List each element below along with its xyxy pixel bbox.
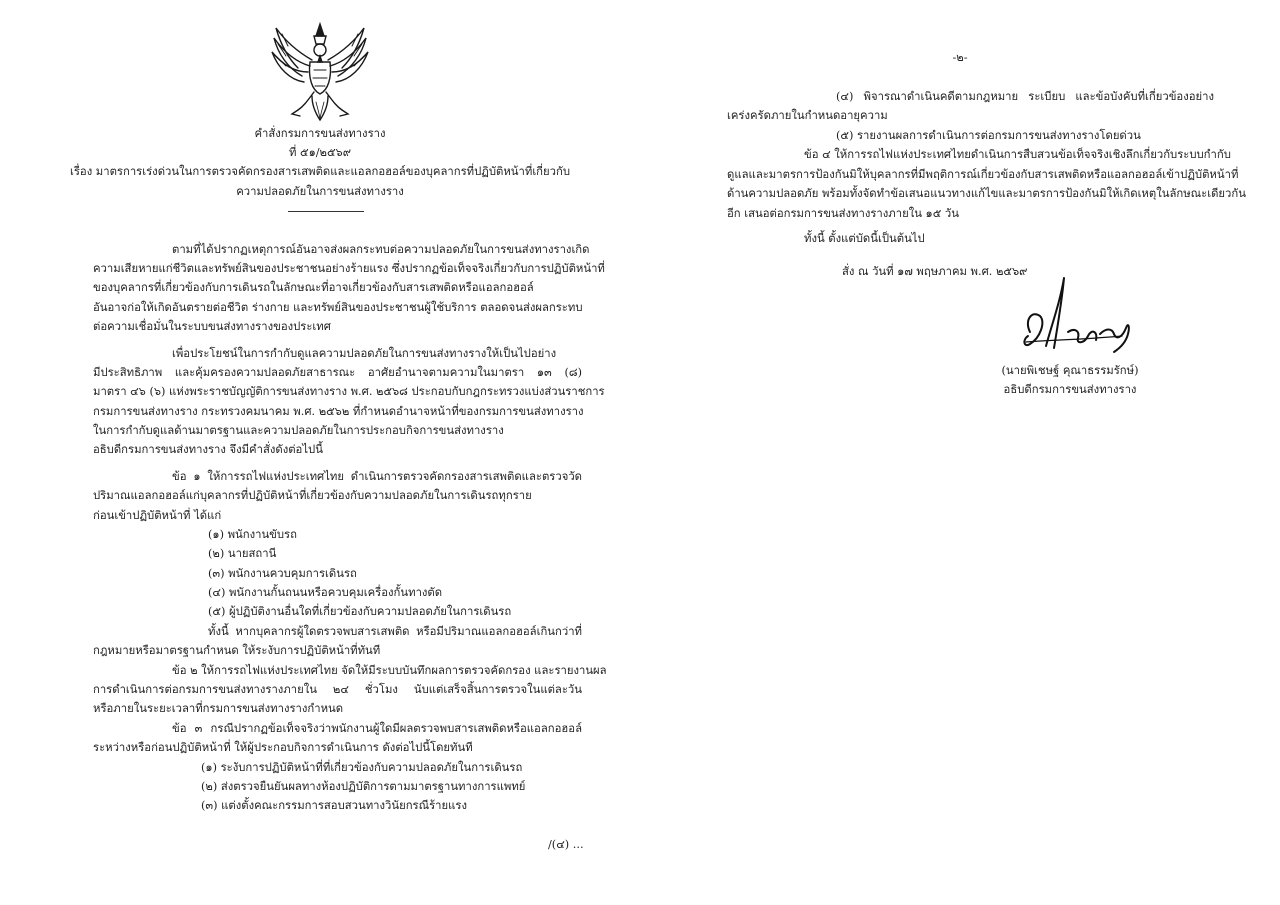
paragraph-line: หรือภายในระยะเวลาที่กรมการขนส่งทางรางกำหนด — [93, 702, 344, 715]
paragraph-line: ข้อ ๔ ให้การรถไฟแห่งประเทศไทยดำเนินการสืบสวนข้อเท็จจริงเชิงลึกเกี่ยวกับระบบกำกับ — [804, 148, 1231, 161]
list-item: (๒) นายสถานี — [208, 547, 277, 560]
list-item: (๔) พิจารณาดำเนินคดีตามกฎหมาย ระเบียบ และข้อบังคับที่เกี่ยวข้องอย่าง — [836, 90, 1214, 103]
list-item: (๓) แต่งตั้งคณะกรรมการสอบสวนทางวินัยกรณีร้ายแรง — [201, 799, 467, 812]
order-title: คำสั่งกรมการขนส่งทางราง — [254, 127, 386, 140]
title-divider — [288, 211, 364, 212]
paragraph-line: กฎหมายหรือมาตรฐานกำหนด ให้ระงับการปฏิบัติหน้าที่ทันที — [93, 644, 381, 657]
list-item: (๕) ผู้ปฏิบัติงานอื่นใดที่เกี่ยวข้องกับความปลอดภัยในการเดินรถ — [208, 605, 512, 618]
list-item: (๑) ระงับการปฏิบัติหน้าที่ที่เกี่ยวข้องกับความปลอดภัยในการเดินรถ — [201, 761, 523, 774]
order-subject-line-2: ความปลอดภัยในการขนส่งทางราง — [236, 185, 404, 198]
paragraph-line: เคร่งครัดภายในกำหนดอายุความ — [727, 109, 888, 122]
paragraph-line: ด้านความปลอดภัย พร้อมทั้งจัดทำข้อเสนอแนวทางแก้ไขและมาตรการป้องกันมิให้เกิดเหตุในลักษณะเดียวกัน — [727, 187, 1246, 200]
paragraph-line: ดูแลและมาตรการป้องกันมิให้บุคลากรที่มีพฤติการณ์เกี่ยวข้องกับสารเสพติดหรือแอลกอฮอล์เข้าปฏิบัติหน้าที่ — [727, 168, 1239, 181]
paragraph-line: ระหว่างหรือก่อนปฏิบัติหน้าที่ ให้ผู้ประกอบกิจการดำเนินการ ดังต่อไปนี้โดยทันที — [93, 741, 473, 754]
paragraph-line: ก่อนเข้าปฏิบัติหน้าที่ ได้แก่ — [93, 509, 222, 522]
document-page-2 — [640, 0, 1280, 905]
paragraph-line: ปริมาณแอลกอฮอล์แก่บุคลากรที่ปฏิบัติหน้าที่เกี่ยวข้องกับความปลอดภัยในการเดินรถทุกราย — [93, 489, 532, 502]
paragraph-line: อธิบดีกรมการขนส่งทางราง จึงมีคำสั่งดังต่อไปนี้ — [93, 443, 323, 456]
order-number: ที่ ๕๑/๒๕๖๙ — [288, 146, 351, 159]
paragraph-line: ต่อความเชื่อมั่นในระบบขนส่งทางรางของประเทศ — [93, 320, 331, 333]
order-date: สั่ง ณ วันที่ ๑๗ พฤษภาคม พ.ศ. ๒๕๖๙ — [842, 265, 1028, 278]
page-number: -๒- — [952, 51, 968, 64]
effective-clause: ทั้งนี้ ตั้งแต่บัดนี้เป็นต้นไป — [804, 232, 925, 245]
paragraph-line: ตามที่ได้ปรากฏเหตุการณ์อันอาจส่งผลกระทบต่อความปลอดภัยในการขนส่งทางรางเกิด — [172, 243, 590, 256]
signer-name: (นายพิเชษฐ์ คุณาธรรมรักษ์) — [1001, 364, 1139, 377]
continuation-marker: /(๔) ... — [548, 838, 584, 851]
paragraph-line: อันอาจก่อให้เกิดอันตรายต่อชีวิต ร่างกาย และทรัพย์สินของประชาชนผู้ใช้บริการ ตลอดจนส่งผลกระทบ — [93, 301, 583, 314]
paragraph-line: กรมการขนส่งทางราง กระทรวงคมนาคม พ.ศ. ๒๕๖๒ ที่กำหนดอำนาจหน้าที่ของกรมการขนส่งทางราง — [93, 405, 584, 418]
paragraph-line: ความเสียหายแก่ชีวิตและทรัพย์สินของประชาชนอย่างร้ายแรง ซึ่งปรากฏข้อเท็จจริงเกี่ยวกับการปฏิบัติหน้าที่ — [93, 262, 605, 275]
order-subject-line-1: เรื่อง มาตรการเร่งด่วนในการตรวจคัดกรองสารเสพติดและแอลกอฮอล์ของบุคลากรที่ปฏิบัติหน้าที่เกี่ยวกับ — [69, 165, 570, 178]
paragraph-line: ข้อ ๒ ให้การรถไฟแห่งประเทศไทย จัดให้มีระบบบันทึกผลการตรวจคัดกรอง และรายงานผล — [172, 664, 607, 677]
paragraph-line: อีก เสนอต่อกรมการขนส่งทางรางภายใน ๑๕ วัน — [727, 207, 959, 220]
paragraph-line: ในการกำกับดูแลด้านมาตรฐานและความปลอดภัยในการประกอบกิจการขนส่งทางราง — [93, 424, 504, 437]
list-item: (๕) รายงานผลการดำเนินการต่อกรมการขนส่งทางรางโดยด่วน — [836, 129, 1141, 142]
paragraph-line: การดำเนินการต่อกรมการขนส่งทางรางภายใน ๒๔ ชั่วโมง นับแต่เสร็จสิ้นการตรวจในแต่ละวัน — [93, 683, 582, 696]
garuda-emblem-icon — [268, 22, 372, 122]
list-item: (๓) พนักงานควบคุมการเดินรถ — [208, 567, 357, 580]
list-item: (๒) ส่งตรวจยืนยันผลทางห้องปฏิบัติการตามมาตรฐานทางการแพทย์ — [201, 780, 526, 793]
paragraph-line: มีประสิทธิภาพ และคุ้มครองความปลอดภัยสาธารณะ อาศัยอำนาจตามความในมาตรา ๑๓ (๘) — [93, 366, 582, 379]
paragraph-line: มาตรา ๔๖ (๖) แห่งพระราชบัญญัติการขนส่งทางราง พ.ศ. ๒๕๖๘ ประกอบกับกฎกระทรวงแบ่งส่วนราชการ — [93, 385, 605, 398]
paragraph-line: ทั้งนี้ หากบุคลากรผู้ใดตรวจพบสารเสพติด หรือมีปริมาณแอลกอฮอล์เกินกว่าที่ — [208, 625, 582, 638]
paragraph-line: ของบุคลากรที่เกี่ยวข้องกับการเดินรถในลักษณะที่อาจเกี่ยวข้องกับสารเสพติดหรือแอลกอฮอล์ — [93, 281, 534, 294]
list-item: (๑) พนักงานขับรถ — [208, 528, 297, 541]
paragraph-line: เพื่อประโยชน์ในการกำกับดูแลความปลอดภัยในการขนส่งทางรางให้เป็นไปอย่าง — [172, 347, 557, 360]
paragraph-line: ข้อ ๑ ให้การรถไฟแห่งประเทศไทย ดำเนินการตรวจคัดกรองสารเสพติดและตรวจวัด — [172, 470, 582, 483]
paragraph-line: ข้อ ๓ กรณีปรากฏข้อเท็จจริงว่าพนักงานผู้ใดมีผลตรวจพบสารเสพติดหรือแอลกอฮอล์ — [172, 722, 582, 735]
handwritten-signature-icon — [1018, 272, 1138, 354]
list-item: (๔) พนักงานกั้นถนนหรือควบคุมเครื่องกั้นทางตัด — [208, 586, 443, 599]
signer-title: อธิบดีกรมการขนส่งทางราง — [1003, 383, 1137, 396]
